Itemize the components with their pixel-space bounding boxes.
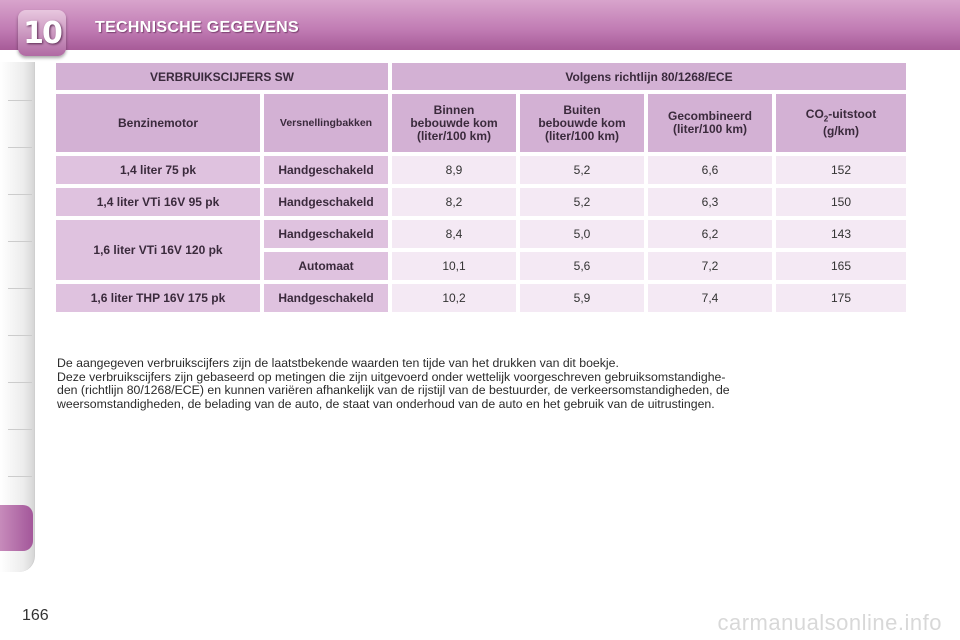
footnote-line: weersomstandigheden, de belading van de auto, de staat van onderhoud van de auto en het gebruik van de uitrustingen. [57, 396, 715, 411]
extra-urban-value: 5,6 [520, 252, 644, 280]
engine-cell: 1,4 liter 75 pk [56, 156, 260, 184]
tab-divider [8, 335, 32, 336]
tab-divider [8, 147, 32, 148]
column-header-engine: Benzinemotor [56, 94, 260, 152]
gearbox-cell: Handgeschakeld [264, 284, 388, 312]
header-line: (liter/100 km) [672, 122, 748, 136]
engine-cell: 1,6 liter VTi 16V 120 pk [56, 220, 260, 280]
combined-value: 6,6 [648, 156, 772, 184]
table-row [56, 284, 906, 312]
co2-value: 175 [776, 284, 906, 312]
urban-value: 8,2 [392, 188, 516, 216]
urban-value: 10,2 [392, 284, 516, 312]
extra-urban-value: 5,0 [520, 220, 644, 248]
page-number: 166 [22, 607, 49, 624]
footnote-line: Deze verbruikscijfers zijn gebaseerd op metingen die zijn uitgevoerd onder wettelijk voorgeschreven gebruiksomstandighe- [57, 369, 726, 384]
co2-unit: (g/km) [823, 124, 859, 139]
co2-suffix: -uitstoot [828, 106, 877, 121]
tab-divider [8, 429, 32, 430]
column-header-co2 [776, 94, 906, 152]
column-header-gearbox: Versnellingbakken [264, 94, 388, 152]
consumption-table [52, 59, 910, 316]
chapter-number: 10 [23, 15, 61, 51]
co2-subscript: 2 [823, 114, 829, 124]
header-line: (liter/100 km) [416, 128, 492, 143]
header-line: bebouwde kom [538, 115, 626, 130]
urban-value: 10,1 [392, 252, 516, 280]
tab-divider [8, 100, 32, 101]
combined-value: 6,2 [648, 220, 772, 248]
tab-divider [8, 241, 32, 242]
urban-value: 8,4 [392, 220, 516, 248]
table-row [56, 220, 906, 248]
header-line: (liter/100 km) [544, 128, 620, 143]
combined-value: 7,2 [648, 252, 772, 280]
consumption-footnote [57, 357, 905, 411]
header-line: Binnen [433, 102, 475, 117]
site-watermark: carmanualsonline.info [717, 610, 942, 635]
tab-divider [8, 194, 32, 195]
page-title: TECHNISCHE GEGEVENS [95, 19, 299, 36]
extra-urban-value: 5,2 [520, 188, 644, 216]
gearbox-cell: Automaat [264, 252, 388, 280]
gearbox-cell: Handgeschakeld [264, 156, 388, 184]
footnote-line: den (richtlijn 80/1268/ECE) en kunnen variëren afhankelijk van de rijstijl van de bestuurder, de verkeersomstandigheden, de [57, 383, 730, 398]
active-chapter-tab[interactable] [0, 505, 33, 551]
extra-urban-value: 5,9 [520, 284, 644, 312]
header-line: bebouwde kom [410, 115, 498, 130]
chapter-tab-rail [0, 62, 35, 572]
co2-label: CO [805, 106, 824, 121]
combined-value: 6,3 [648, 188, 772, 216]
column-header-extra-urban [520, 94, 644, 152]
tab-divider [8, 288, 32, 289]
table-row [56, 188, 906, 216]
extra-urban-value: 5,2 [520, 156, 644, 184]
footnote-line: De aangegeven verbruikscijfers zijn de laatstbekende waarden ten tijde van het drukken van dit boekje. [57, 356, 619, 370]
table-section-title: VERBRUIKSCIJFERS SW [56, 63, 388, 90]
header-line: Gecombineerd [667, 109, 753, 123]
table-row [56, 156, 906, 184]
column-header-combined [648, 94, 772, 152]
co2-value: 165 [776, 252, 906, 280]
engine-cell: 1,6 liter THP 16V 175 pk [56, 284, 260, 312]
column-header-urban [392, 94, 516, 152]
tab-divider [8, 382, 32, 383]
combined-value: 7,4 [648, 284, 772, 312]
engine-cell: 1,4 liter VTi 16V 95 pk [56, 188, 260, 216]
co2-value: 150 [776, 188, 906, 216]
gearbox-cell: Handgeschakeld [264, 220, 388, 248]
header-line: Buiten [563, 102, 601, 117]
chapter-number-badge [18, 10, 66, 56]
co2-value: 152 [776, 156, 906, 184]
tab-divider [8, 476, 32, 477]
co2-value: 143 [776, 220, 906, 248]
table-standard-title: Volgens richtlijn 80/1268/ECE [392, 63, 906, 90]
gearbox-cell: Handgeschakeld [264, 188, 388, 216]
urban-value: 8,9 [392, 156, 516, 184]
